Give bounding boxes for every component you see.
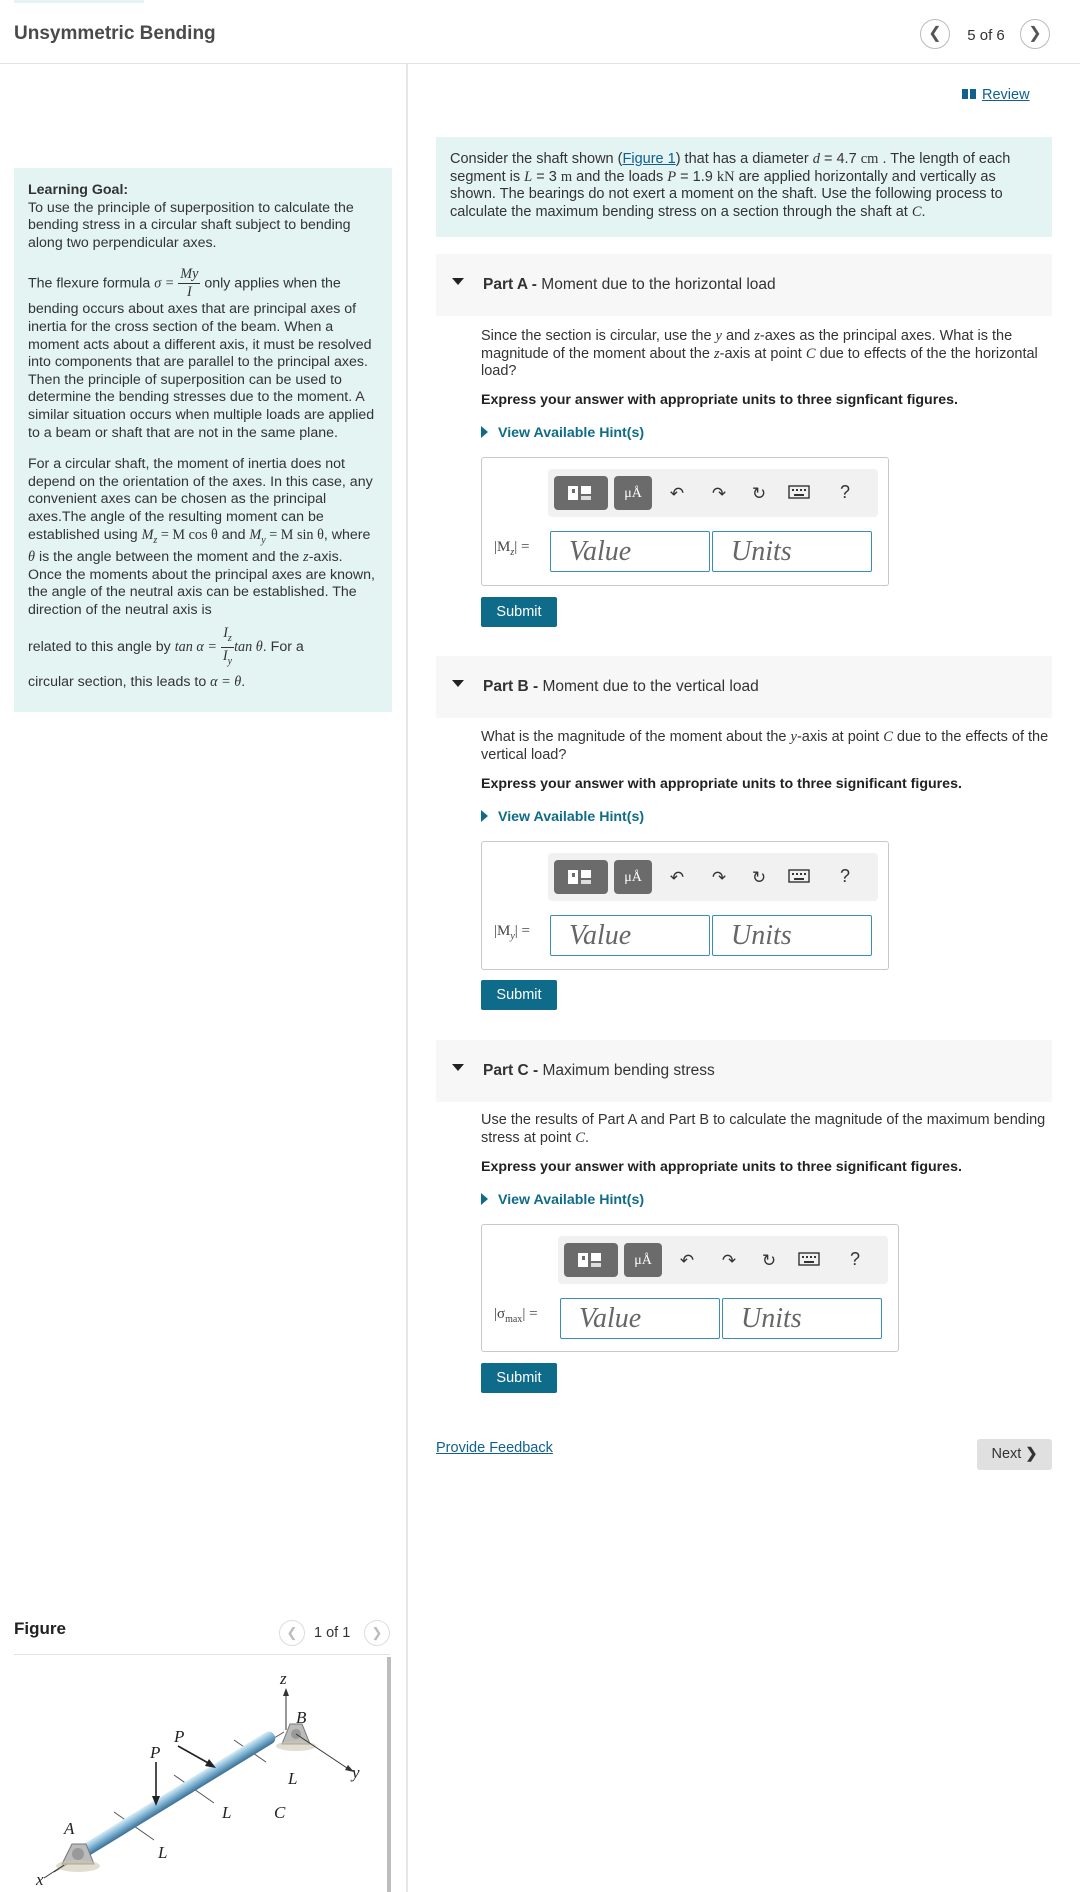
iy-den: $I_y$ [222,648,233,667]
p-value: = 1.9 [676,168,713,185]
undo-icon[interactable]: ↶ [669,484,685,503]
page-count: 5 of 6 [967,27,1005,44]
intro-text-3: . The length of each segment is [450,151,1011,185]
provide-feedback-link[interactable]: Provide Feedback [436,1440,553,1456]
flexure-lhs: σ = [154,275,175,292]
templates-icon[interactable] [554,860,608,894]
label-l-2: L [222,1803,232,1822]
part-b-var: |M [494,923,511,939]
bearing-b [276,1724,316,1751]
intro-text-2: ) that has a diameter [675,151,809,167]
mz-formula: $M_z = M$ cos θ [141,526,218,546]
part-a-submit-button[interactable]: Submit [481,597,557,627]
z-sym: z [303,548,309,565]
label-l-1: L [158,1843,168,1862]
part-c-answer-box [481,1224,899,1352]
circ-and: and [221,526,246,543]
keyboard-icon[interactable] [788,867,810,889]
label-c: C [274,1803,286,1822]
unit-button-label: μÅ [624,870,642,885]
tan-theta: tan θ [234,639,263,656]
circ-where: , where [323,526,371,543]
intro-text-6: . [921,203,926,220]
learning-goal-heading: Learning Goal: [28,182,129,198]
review-link[interactable] [962,87,1030,103]
chevron-left-icon: ❮ [286,1625,298,1640]
shaft [70,1729,277,1863]
figure-scrollbar[interactable] [387,1657,391,1892]
shaft-figure [14,1660,384,1892]
undo-icon[interactable]: ↶ [669,868,685,887]
flexure-num: My [180,266,199,283]
z-arrow [283,1688,289,1696]
part-a-var-sub: z [510,547,515,558]
chevron-right-icon: ❯ [1025,1446,1038,1462]
iz-iy-fraction [221,625,234,670]
label-a: A [64,1819,75,1838]
mz-sym: M [141,526,154,543]
part-c-var-sub: max [505,1314,523,1325]
part-b-var-end: | = [514,923,531,939]
part-b-units-input[interactable]: Units [712,915,872,956]
circ-text-d: related to this angle by [28,639,171,656]
caret-right-icon [481,810,488,822]
part-c-hint-link[interactable] [481,1192,644,1208]
p-unit: kN [716,168,735,185]
circ-text-a: For a circular shaft, the moment of inertia does not depend on the orientation of the axes. In this case, any convenient axes can be chosen as the principal axes.The angle of the resulting moment can be established using [28,456,373,543]
chevron-right-icon: ❯ [1028,25,1042,42]
d-unit: cm [860,151,879,167]
circ-text-e: . For a [262,639,304,656]
part-c-header[interactable] [436,1040,1052,1102]
part-a-hint-link[interactable] [481,425,644,441]
flexure-fraction [178,266,200,301]
keyboard-icon[interactable] [798,1250,820,1272]
help-icon[interactable]: ? [840,482,851,502]
iz-num: $I_z$ [221,625,234,648]
d-value: = 4.7 [819,151,857,167]
redo-icon[interactable]: ↷ [711,868,727,887]
part-b-var-sub: y [510,931,515,942]
reset-icon[interactable]: ↻ [751,868,767,887]
part-c-question: Use the results of Part A and Part B to calculate the magnitude of the maximum bending stress at point C. [481,1112,1046,1146]
circ-text-c: -axis. Once the moments about the principal axes are known, the angle of the neutral axis can be established. The direction of the neutral axis is [28,548,375,618]
part-c-var-end: | = [522,1306,538,1322]
help-icon[interactable]: ? [840,866,851,886]
part-b-header[interactable] [436,656,1052,718]
undo-icon[interactable]: ↶ [679,1251,695,1270]
figure-divider [14,1654,390,1655]
flexure-paragraph [28,266,378,442]
part-c-units-input[interactable]: Units [722,1298,882,1339]
part-b-question: What is the magnitude of the moment about the y-axis at point C due to the effects of the vertical load? [481,729,1049,763]
label-l-3: L [288,1769,298,1788]
part-a-label: Part A - [483,276,537,293]
keyboard-icon[interactable] [788,483,810,505]
part-a-var-end: | = [514,539,530,555]
intro-text-4: and the loads [576,168,664,185]
intro-text-1: Consider the shaft shown ( [450,151,623,167]
circ-text-b: is the angle between the moment and the [38,548,300,565]
circ-text-f: circular section, this leads to [28,673,207,690]
learning-goal-text: To use the principle of superposition to calculate the bending stress in a circular shaft subject to bending along two perpendicular axes. [28,199,354,251]
part-c-value-input[interactable]: Value [560,1298,720,1339]
help-icon[interactable]: ? [850,1249,861,1269]
l-unit: m [560,168,573,185]
math-toolbar [548,853,878,901]
redo-icon[interactable]: ↷ [721,1251,737,1270]
part-c-hint-label: View Available Hint(s) [498,1192,645,1208]
part-b-value-input[interactable]: Value [550,915,710,956]
part-a-title [483,276,776,294]
templates-icon[interactable] [554,476,608,510]
top-strip [14,0,144,3]
flexure-rest: bending occurs about axes that are principal axes of inertia for the cross section of the beam. When a moment acts about a different axis, it must be resolved into components that are parallel to the principal axes. Then the principle of superposition can be used to determine the bending stresses due to the moment. A similar situation occurs when multiple loads are applied to a beam or shaft that are not in the same plane. [28,301,375,441]
mz-eq: = M cos θ [160,526,218,543]
part-b-title [483,678,759,696]
figure-next-button[interactable] [364,1620,390,1646]
part-b-title-text: Moment due to the vertical load [542,678,759,695]
label-x: x [36,1870,44,1889]
next-item-button[interactable] [1020,19,1050,49]
c-symbol: C [911,203,922,220]
part-a-header[interactable] [436,254,1052,316]
circular-shaft-paragraph: For a circular shaft, the moment of inertia does not depend on the orientation of the axes. In this case, any convenient axes can be chosen as the principal axes.The angle of the resulting moment can be established using $M_z = M$ cos θ and $M_y = M$ sin θ, where θ is the angle between the moment and the z-axis. Once the moments about the principal axes are known, the angle of the neutral axis can be established. The direction of the neutral axis is related to this angle by tan α = $\frac{I_z}{I_y}$ tan θ. For a circular section, this leads to α = θ. [28,456,375,690]
collapse-triangle-icon [452,680,464,687]
label-p-vertical: P [150,1743,161,1762]
l-symbol: L [524,168,533,185]
part-a-var: |M [494,539,511,555]
p-symbol: P [667,168,677,185]
unit-button-label: μÅ [624,486,642,501]
label-z: z [280,1669,287,1688]
caret-right-icon [481,426,488,438]
alpha-theta: α = θ [210,673,242,690]
part-c-variable [494,1306,538,1325]
collapse-triangle-icon [452,278,464,285]
units-icon[interactable] [614,476,652,510]
part-b-variable [494,923,530,942]
part-c-express: Express your answer with appropriate units to three significant figures. [481,1159,962,1175]
review-label: Review [982,87,1030,103]
redo-icon[interactable]: ↷ [711,484,727,503]
part-c-submit-button[interactable]: Submit [481,1363,557,1393]
part-b-express: Express your answer with appropriate units to three significant figures. [481,776,962,792]
part-b-answer-box [481,841,889,970]
figure-link[interactable]: Figure 1 [622,151,676,167]
intro-text-5: are applied horizontally and vertically as shown. The bearings do not exert a moment on the shaft. Use the following process to calculate the maximum bending stress on a section through the shaft at [450,168,1003,220]
prev-item-button[interactable] [920,19,950,49]
my-formula: $M_y = M$ sin θ [249,526,324,546]
flexure-den: I [186,284,192,301]
horizontal-load-arrow [205,1759,216,1768]
part-c-title [483,1062,715,1080]
part-b-submit-button[interactable]: Submit [481,980,557,1010]
header [0,0,1080,64]
templates-icon[interactable] [564,1243,618,1277]
flexure-after: only applies when the [204,275,341,292]
part-a-value-input[interactable]: Value [550,531,710,572]
chevron-right-icon: ❯ [371,1625,383,1640]
part-c-var: |σ [494,1306,506,1322]
next-label: Next [991,1446,1022,1462]
part-a-answer-box [481,457,889,586]
l-value: = 3 [532,168,557,185]
next-button[interactable] [977,1439,1052,1470]
page-title: Unsymmetric Bending [14,23,216,44]
reset-icon[interactable]: ↻ [761,1251,777,1270]
part-a-question: Since the section is circular, use the y and z-axes as the principal axes. What is the magnitude of the moment about the z-axis at point C due to effects of the the horizontal load? [481,328,1038,380]
d-symbol: d [812,151,820,167]
part-b-hint-label: View Available Hint(s) [498,809,645,825]
units-icon[interactable] [614,860,652,894]
part-c-title-text: Maximum bending stress [542,1062,715,1079]
math-toolbar [558,1236,888,1284]
problem-intro [436,137,1052,237]
theta-sym: θ [28,548,35,565]
label-p-horizontal: P [174,1727,185,1746]
figure-count: 1 of 1 [314,1625,351,1641]
my-eq: = M sin θ [269,526,324,543]
learning-goal-box [14,168,392,712]
unit-button-label: μÅ [634,1253,652,1268]
units-icon[interactable] [624,1243,662,1277]
part-b-hint-link[interactable] [481,809,644,825]
part-a-variable [494,539,529,558]
figure-prev-button[interactable] [279,1620,305,1646]
math-toolbar [548,469,878,517]
part-b-label: Part B - [483,678,539,695]
chevron-left-icon: ❮ [928,25,942,42]
label-b: B [296,1708,307,1727]
collapse-triangle-icon [452,1064,464,1071]
part-a-hint-label: View Available Hint(s) [498,425,645,441]
figure-title: Figure [14,1619,66,1638]
label-y: y [352,1763,360,1782]
part-c-label: Part C - [483,1062,539,1079]
flexure-prefix: The flexure formula [28,275,151,292]
part-a-units-input[interactable]: Units [712,531,872,572]
reset-icon[interactable]: ↻ [751,484,767,503]
part-a-express: Express your answer with appropriate units to three signficant figures. [481,392,958,408]
caret-right-icon [481,1193,488,1205]
part-a-title-text: Moment due to the horizontal load [541,276,776,293]
panel-divider [406,64,408,1892]
tan-formula: tan α = [174,639,217,656]
